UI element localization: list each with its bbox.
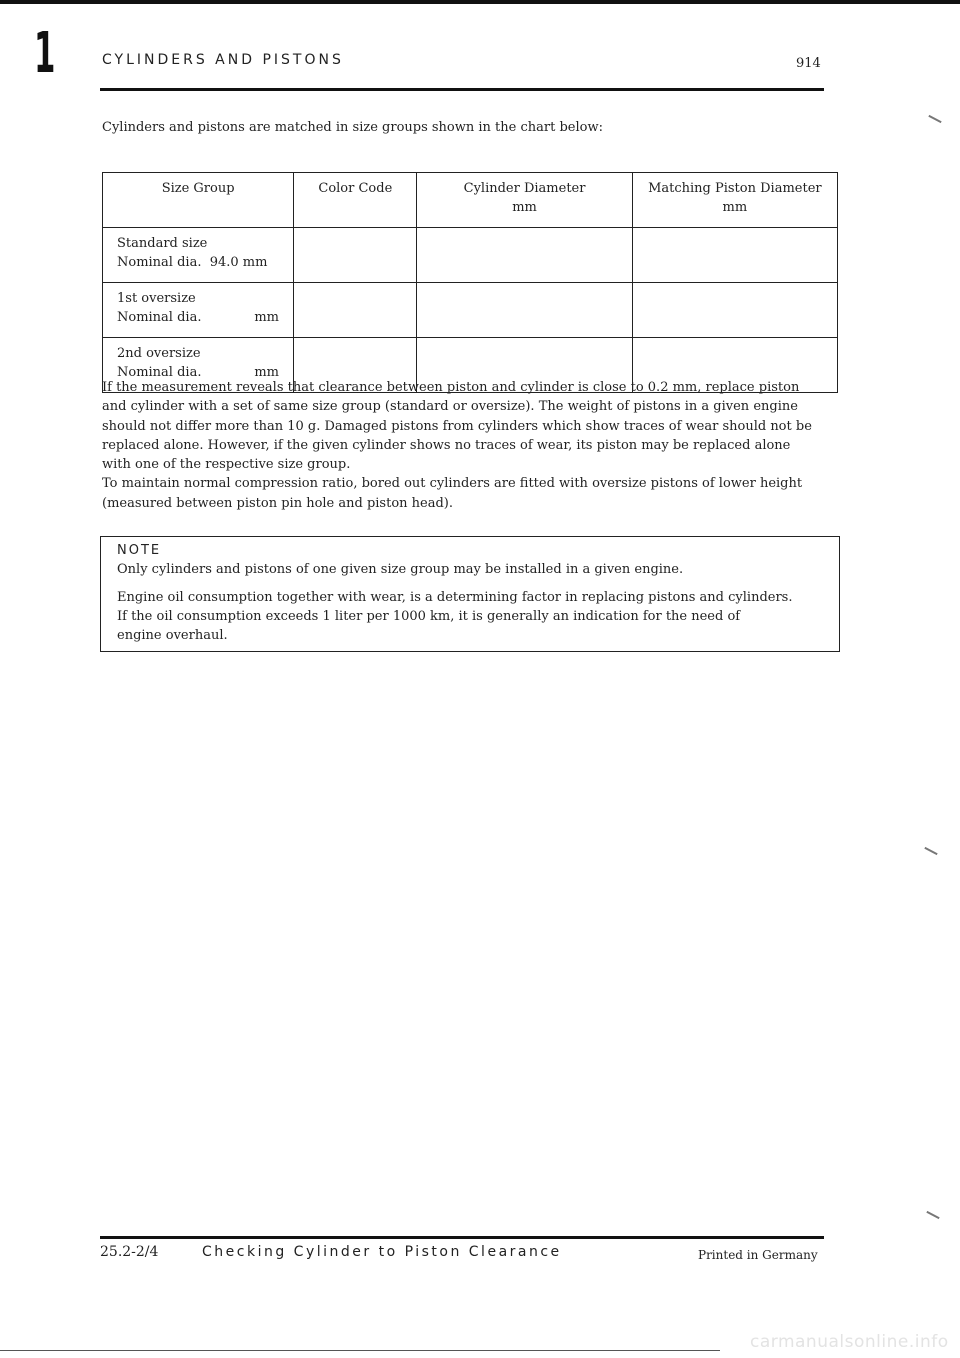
intro-text: Cylinders and pistons are matched in size groups shown in the chart below: <box>102 120 603 135</box>
body-line: with one of the respective size group. <box>102 457 351 473</box>
note-line: engine overhaul. <box>117 628 228 644</box>
footer-divider <box>100 1236 824 1239</box>
scan-artifact-mark <box>924 847 937 855</box>
body-line: To maintain normal compression ratio, bored out cylinders are fitted with oversize pistons of lower height <box>102 476 803 492</box>
color-code-cell <box>294 228 417 283</box>
note-box <box>100 536 840 652</box>
size-group-cell: Standard size Nominal dia. 94.0 mm <box>103 228 294 283</box>
body-paragraph <box>102 378 832 513</box>
size-group-table <box>102 172 838 393</box>
body-line: replaced alone. However, if the given cylinder shows no traces of wear, its piston may be replaced alone <box>102 437 791 453</box>
body-line: (measured between piston pin hole and piston head). <box>102 495 454 511</box>
body-line: should not differ more than 10 g. Damaged pistons from cylinders which show traces of wear should not be <box>102 418 812 434</box>
scan-artifact-mark <box>928 115 941 123</box>
note-heading: NOTE <box>117 543 162 558</box>
piston-diameter-cell <box>632 283 837 338</box>
footer-printed-note: Printed in Germany <box>698 1248 818 1262</box>
header-cylinder-diameter: Cylinder Diameter mm <box>417 173 632 228</box>
footer-document-code: 25.2-2/4 <box>100 1244 159 1260</box>
scan-artifact-mark <box>926 1211 939 1219</box>
table-row <box>103 283 838 338</box>
body-line: If the measurement reveals that clearance between piston and cylinder is close to 0.2 mm, replace piston <box>102 380 800 395</box>
header-color-code: Color Code <box>294 173 417 228</box>
top-border-rule <box>0 0 960 4</box>
page-number: 914 <box>796 56 821 71</box>
note-line: If the oil consumption exceeds 1 liter per 1000 km, it is generally an indication for the need of <box>117 608 741 624</box>
note-line: Engine oil consumption together with wear, is a determining factor in replacing pistons and cylinders. <box>117 589 793 605</box>
header-piston-diameter: Matching Piston Diameter mm <box>632 173 837 228</box>
scan-artifact-line <box>0 1350 720 1351</box>
color-code-cell <box>294 283 417 338</box>
footer-title: Checking Cylinder to Piston Clearance <box>202 1244 562 1260</box>
chapter-number: 1 <box>34 21 56 86</box>
size-group-cell: 2nd oversize Nominal dia. mm <box>103 338 294 393</box>
header-size-group: Size Group <box>103 173 294 228</box>
size-group-cell: 1st oversize Nominal dia. mm <box>103 283 294 338</box>
section-title: CYLINDERS AND PISTONS <box>102 52 344 68</box>
body-line: and cylinder with a set of same size group (standard or oversize). The weight of pistons in a given engine <box>102 399 798 415</box>
note-line: Only cylinders and pistons of one given size group may be installed in a given engine. <box>117 562 684 578</box>
watermark-text: carmanualsonline.info <box>750 1332 949 1352</box>
cylinder-diameter-cell <box>417 283 632 338</box>
cylinder-diameter-cell <box>417 228 632 283</box>
piston-diameter-cell <box>632 228 837 283</box>
header-divider <box>100 88 824 91</box>
table-header-row <box>103 173 838 228</box>
table-row <box>103 228 838 283</box>
